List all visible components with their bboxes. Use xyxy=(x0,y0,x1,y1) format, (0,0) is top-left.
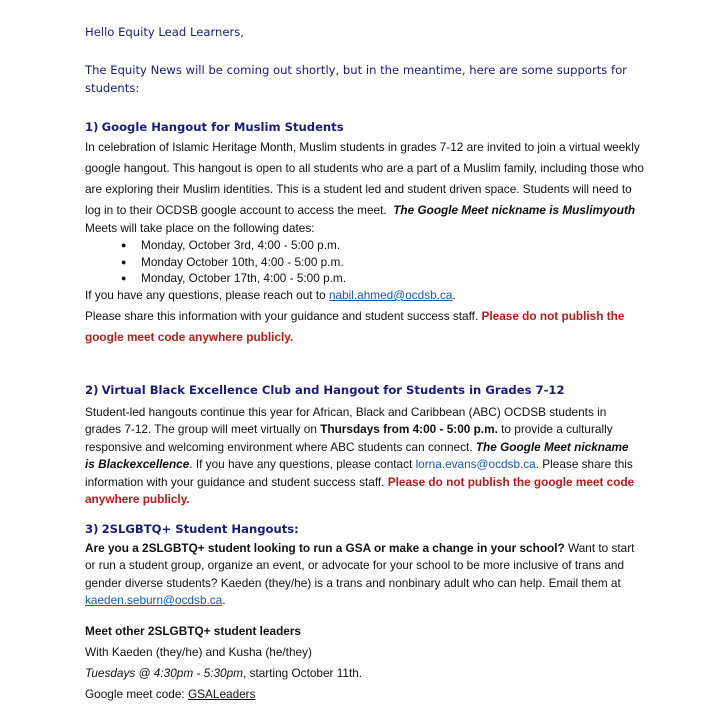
leaders-title: Meet other 2SLGBTQ+ student leaders xyxy=(85,623,301,638)
meet-nickname: The Google Meet nickname is Muslimyouth xyxy=(393,203,636,217)
list-item: ● Monday, October 3rd, 4:00 - 5:00 p.m. xyxy=(121,237,650,254)
dates-list xyxy=(85,237,650,287)
section-black-excellence xyxy=(85,381,640,508)
share-line: Please share this information with your guidance and student success staff. Please do not publish the google meet code anywhere publicly. xyxy=(85,309,625,345)
section-number: 1) xyxy=(85,120,99,134)
list-item: ● Monday, October 17th, 4:00 - 5:00 p.m. xyxy=(121,270,650,287)
section-number: 2) xyxy=(85,383,99,397)
warning-text: Please do not publish the google meet code anywhere publicly. xyxy=(85,309,625,345)
contact-email-link[interactable]: lorna.evans@ocdsb.ca xyxy=(415,457,536,472)
section-2slgbtq xyxy=(85,520,645,705)
section-body: Are you a 2SLGBTQ+ student looking to run a GSA or make a change in your school? Want to start or run a student group, organize an event, or advocate for your school to be more inclusive of trans and gender diverse students? Kaeden (they/he) is a trans and nonbinary adult who can help. Email them at kaeden.seburn@ocdsb.ca. xyxy=(85,541,635,608)
list-item: ● Monday October 10th, 4:00 - 5:00 p.m. xyxy=(121,254,650,271)
meeting-time: Thursdays from 4:00 - 5:00 p.m. xyxy=(320,422,498,437)
leaders-schedule: Tuesdays @ 4:30pm - 5:30pm, starting October 11th. xyxy=(85,665,363,680)
section-title: Google Hangout for Muslim Students xyxy=(101,120,344,134)
section-body: Student-led hangouts continue this year for African, Black and Caribbean (ABC) OCDSB students in grades 7-12. The group will meet virtually on Thursdays from 4:00 - 5:00 p.m. to provide a culturally responsive and welcoming environment where ABC students can connect. The Google Meet nickname is Blackexcellence. If you have any questions, please contact lorna.evans@ocdsb.ca. Please share this information with your guidance and student success staff. Please do not publish the google meet code anywhere publicly. xyxy=(85,405,635,507)
section-body: In celebration of Islamic Heritage Month, Muslim students in grades 7-12 are invited to join a virtual weekly google hangout. This hangout is open to all students who are a part of a Muslim family, including those who are exploring their Muslim identities. This is a student led and student driven space. Students will need to log in to their OCDSB google account to access the meet. The Google Meet nickname is Muslimyouth xyxy=(85,140,644,217)
section-title: Virtual Black Excellence Club and Hangout for Students in Grades 7-12 xyxy=(101,383,565,397)
section-title: 2SLGBTQ+ Student Hangouts: xyxy=(101,522,299,536)
meet-code-line: Google meet code: GSALeaders xyxy=(85,686,256,701)
contact-line: If you have any questions, please reach out to nabil.ahmed@ocdsb.ca. xyxy=(85,287,456,302)
contact-email-link[interactable]: kaeden.seburn@ocdsb.ca xyxy=(85,593,223,608)
meet-code[interactable]: GSALeaders xyxy=(187,686,256,701)
meet-nickname: The Google Meet nickname is Blackexcellence xyxy=(85,439,629,472)
section-number: 3) xyxy=(85,522,99,536)
greeting: Hello Equity Lead Learners, xyxy=(85,25,244,39)
warning-text: Please do not publish the google meet code anywhere publicly. xyxy=(85,474,635,507)
section-question: Are you a 2SLGBTQ+ student looking to run a GSA or make a change in your school? xyxy=(85,541,565,555)
section-muslim-hangout xyxy=(85,118,650,348)
dates-intro: Meets will take place on the following dates: xyxy=(85,221,315,235)
intro-text: The Equity News will be coming out shortly, but in the meantime, here are some supports for students: xyxy=(85,63,627,95)
contact-email-link[interactable]: nabil.ahmed@ocdsb.ca xyxy=(328,287,453,302)
leaders-hosts: With Kaeden (they/he) and Kusha (he/they) xyxy=(85,644,312,659)
